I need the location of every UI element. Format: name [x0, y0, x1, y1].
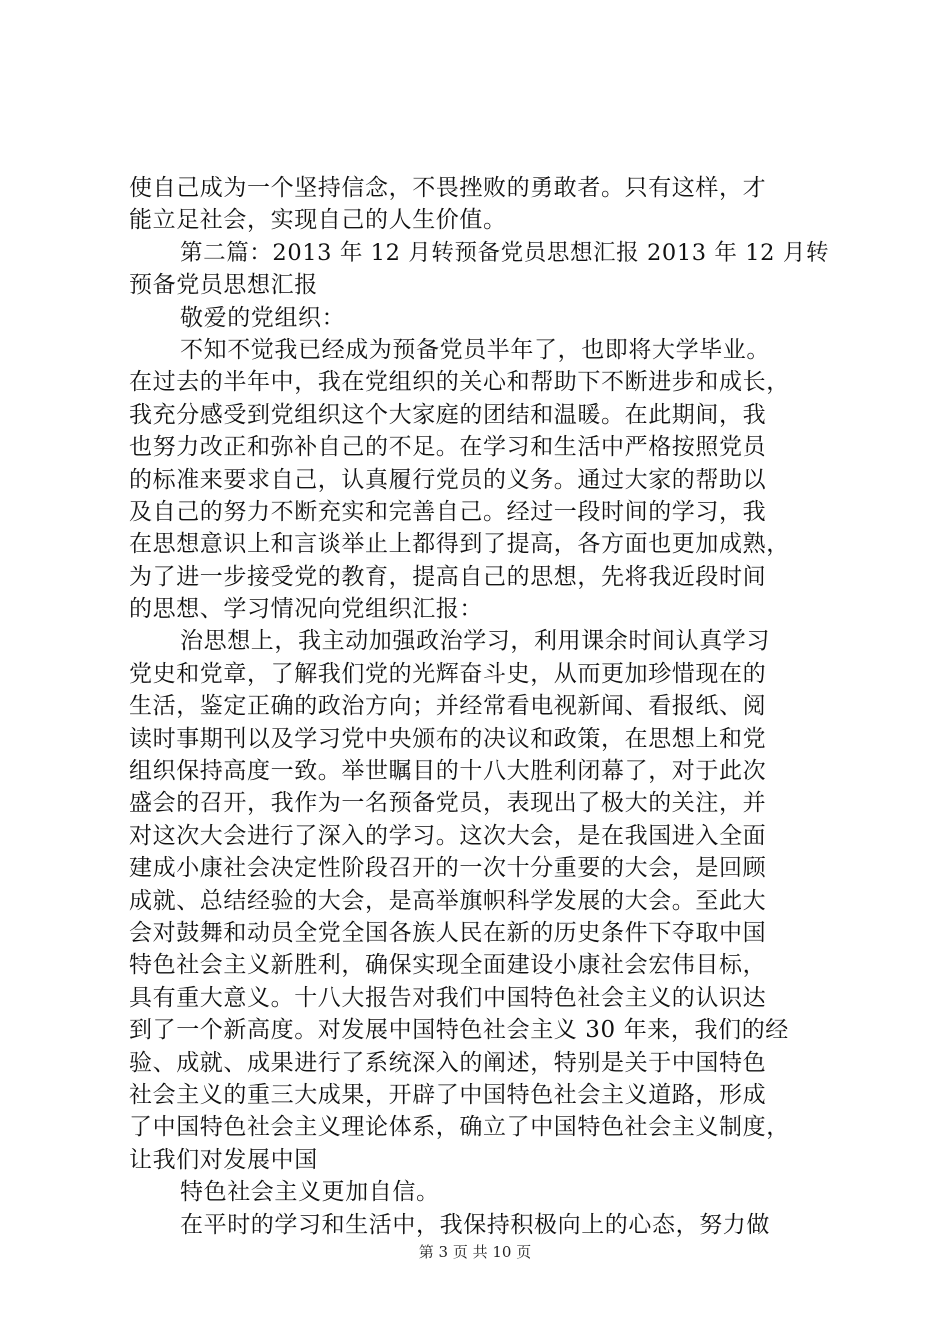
text-line: 组织保持高度一致。举世瞩目的十八大胜利闭幕了，对于此次	[129, 758, 767, 785]
text-line: 及自己的努力不断充实和完善自己。经过一段时间的学习，我	[129, 498, 767, 525]
text-line: 预备党员思想汇报	[129, 272, 318, 299]
page-footer: 第 3 页 共 10 页	[418, 1243, 532, 1261]
text-line: 生活，鉴定正确的政治方向；并经常看电视新闻、看报纸、阅	[129, 693, 767, 720]
text-line: 在平时的学习和生活中，我保持积极向上的心态，努力做	[180, 1211, 770, 1238]
text-line: 成就、总结经验的大会，是高举旗帜科学发展的大会。至此大	[129, 887, 767, 914]
text-line: 在思想意识上和言谈举止上都得到了提高，各方面也更加成熟，	[129, 531, 790, 558]
text-line: 我充分感受到党组织这个大家庭的团结和温暖。在此期间，我	[129, 401, 767, 428]
text-line: 在过去的半年中，我在党组织的关心和帮助下不断进步和成长，	[129, 369, 790, 396]
text-line: 会对鼓舞和动员全党全国各族人民在新的历史条件下夺取中国	[129, 919, 767, 946]
text-line: 特色社会主义新胜利，确保实现全面建设小康社会宏伟目标，	[129, 952, 767, 979]
text-line: 读时事期刊以及学习党中央颁布的决议和政策，在思想上和党	[129, 725, 767, 752]
text-line: 特色社会主义更加自信。	[180, 1179, 440, 1206]
text-line: 能立足社会，实现自己的人生价值。	[129, 207, 507, 234]
text-line: 验、成就、成果进行了系统深入的阐述，特别是关于中国特色	[129, 1049, 767, 1076]
text-line: 第二篇：2013 年 12 月转预备党员思想汇报 2013 年 12 月转	[180, 239, 830, 266]
text-line: 使自己成为一个坚持信念，不畏挫败的勇敢者。只有这样，才	[129, 175, 767, 201]
text-line: 治思想上，我主动加强政治学习，利用课余时间认真学习	[180, 628, 770, 655]
text-line: 党史和党章，了解我们党的光辉奋斗史，从而更加珍惜现在的	[129, 660, 767, 687]
text-line: 盛会的召开，我作为一名预备党员，表现出了极大的关注，并	[129, 790, 767, 817]
text-line: 建成小康社会决定性阶段召开的一次十分重要的大会，是回顾	[129, 855, 767, 882]
text-line: 敬爱的党组织：	[180, 304, 346, 331]
text-line: 到了一个新高度。对发展中国特色社会主义 30 年来，我们的经	[129, 1017, 789, 1044]
text-line: 对这次大会进行了深入的学习。这次大会，是在我国进入全面	[129, 822, 767, 849]
text-line: 社会主义的重三大成果，开辟了中国特色社会主义道路，形成	[129, 1081, 767, 1108]
text-line: 了中国特色社会主义理论体系，确立了中国特色社会主义制度，	[129, 1114, 790, 1141]
text-line: 的思想、学习情况向党组织汇报：	[129, 596, 483, 623]
text-line: 具有重大意义。十八大报告对我们中国特色社会主义的认识达	[129, 984, 767, 1011]
document-body	[129, 172, 829, 1241]
text-line: 的标准来要求自己，认真履行党员的义务。通过大家的帮助以	[129, 466, 767, 493]
text-line: 不知不觉我已经成为预备党员半年了，也即将大学毕业。	[180, 336, 770, 363]
text-line: 也努力改正和弥补自己的不足。在学习和生活中严格按照党员	[129, 434, 767, 461]
text-line: 让我们对发展中国	[129, 1146, 318, 1173]
text-line: 为了进一步接受党的教育，提高自己的思想，先将我近段时间	[129, 563, 767, 590]
